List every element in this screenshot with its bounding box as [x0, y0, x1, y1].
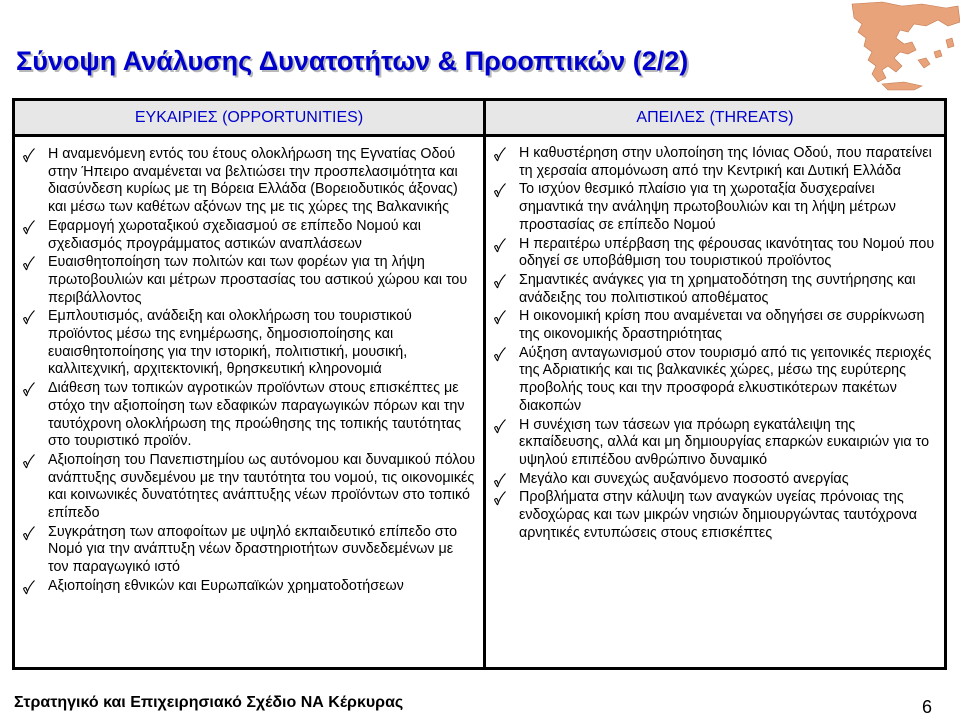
threat-text: Η περαιτέρω υπέρβαση της φέρουσας ικανότητας του Νομού που οδηγεί σε υποβάθμιση του τουριστικού προϊόντος — [519, 235, 935, 270]
opportunity-text: Αξιοποίηση εθνικών και Ευρωπαϊκών χρηματοδοτήσεων — [48, 577, 404, 594]
checkmark-icon — [492, 272, 519, 289]
threats-column — [486, 101, 944, 667]
checkmark-icon — [21, 380, 48, 397]
opportunities-list — [15, 137, 483, 596]
opportunity-text: Διάθεση των τοπικών αγροτικών προϊόντων στους επισκέπτες με στόχο την αξιοποίηση των εδαφικών παραγωγικών πόρων και την ταυτόχρονη ολοκλήρωση της προώθησης της τοπικής ταυτότητας στο τουριστικό προϊόν. — [48, 380, 465, 450]
checkmark-icon — [492, 308, 519, 325]
threat-text: Προβλήματα στην κάλυψη των αναγκών υγείας πρόνοιας της ενδοχώρας και των μικρών νησιών δημιουργώντας ταυτόχρονα αρνητικές εντυπώσεις στους επισκέπτες — [519, 489, 918, 541]
checkmark-icon — [492, 145, 519, 162]
threat-text: Αύξηση ανταγωνισμού στον τουρισμό από τις γειτονικές περιοχές της Αδριατικής και τις βαλκανικές χώρες, μέσω της ευρύτερης προβολής τους και την προσφορά ελκυστικότερων πακέτων διακοπών — [519, 344, 932, 414]
threat-item — [492, 471, 936, 489]
opportunity-text: Αξιοποίηση του Πανεπιστημίου ως αυτόνομου και δυναμικού πόλου ανάπτυξης συνδεμένου με την ταυτότητα του νομού, τις οικονομικές και κοινωνικές δυνατότητες ανάπτυξης νέων προϊόντων στο τοπικό επίπεδο — [48, 451, 476, 522]
threat-text: Το ισχύον θεσμικό πλαίσιο για τη χωροταξία δυσχεραίνει σημαντικά την ανάληψη πρωτοβουλιών και τη λήψη μέτρων προστασίας σε επίπεδο Νομού — [519, 181, 896, 233]
checkmark-icon — [492, 471, 519, 488]
threat-item — [492, 272, 936, 307]
swot-table — [12, 98, 947, 670]
threat-text: Η καθυστέρηση στην υλοποίηση της Ιόνιας Οδού, που παρατείνει τη χερσαία απομόνωση από την Κεντρική και Δυτική Ελλάδα — [519, 145, 932, 179]
checkmark-icon — [21, 578, 48, 595]
opportunities-column — [15, 101, 486, 667]
opportunity-text: Η αναμενόμενη εντός του έτους ολοκλήρωση της Εγνατίας Οδού στην Ήπειρο αναμένεται να βελτιώσει την προσπελασιμότητα και διασύνδεση κυρίως με τη Βόρεια Ελλάδα (Βορειοδυτικός άξονας) και μέσω των καθέτων αξόνων της με τις χώρες της Βαλκανικής — [48, 146, 458, 216]
checkmark-icon — [492, 489, 519, 506]
checkmark-icon — [21, 524, 48, 541]
checkmark-icon — [492, 417, 519, 434]
threat-text: Μεγάλο και συνεχώς αυξανόμενο ποσοστό ανεργίας — [519, 470, 849, 487]
checkmark-icon — [21, 254, 48, 271]
page-number: 6 — [921, 697, 932, 717]
threat-item — [492, 181, 936, 234]
threat-text: Η οικονομική κρίση που αναμένεται να οδηγήσει σε συρρίκνωση της οικονομικής δραστηριότητας — [519, 308, 925, 343]
threat-item — [492, 236, 936, 271]
threat-item — [492, 417, 936, 470]
checkmark-icon — [492, 181, 519, 198]
greece-map-icon — [842, 0, 960, 92]
checkmark-icon — [21, 146, 48, 163]
opportunity-item — [21, 452, 475, 523]
footer-text: Στρατηγικό και Επιχειρησιακό Σχέδιο ΝΑ Κέρκυρας — [14, 694, 404, 711]
checkmark-icon — [21, 452, 48, 469]
opportunity-text: Ευαισθητοποίηση των πολιτών και των φορέων για τη λήψη πρωτοβουλιών και μέτρων προστασίας του αστικού χώρου και του περιβάλλοντος — [48, 254, 468, 306]
opportunity-item — [21, 524, 475, 577]
opportunity-item — [21, 146, 475, 217]
checkmark-icon — [492, 345, 519, 362]
opportunity-item — [21, 380, 475, 451]
threat-text: Σημαντικές ανάγκες για τη χρηματοδότηση της συντήρησης και ανάδειξης του πολιτιστικού αποθέματος — [519, 271, 916, 306]
opportunity-text: Εφαρμογή χωροταξικού σχεδιασμού σε επίπεδο Νομού και σχεδιασμός προγράμματος αστικών αναπλάσεων — [48, 217, 421, 252]
opportunity-item — [21, 254, 475, 307]
opportunity-text: Εμπλουτισμός, ανάδειξη και ολοκλήρωση του τουριστικού προϊόντος μέσω της ενημέρωσης, δημοσιοποίησης και ευαισθητοποίησης για την ιστορική, πολιτιστική, μουσική, καλλιτεχνική, αρχιτεκτονική, θρησκευτική κληρονομιά — [48, 308, 412, 378]
checkmark-icon — [492, 236, 519, 253]
checkmark-icon — [21, 218, 48, 235]
threat-item — [492, 145, 936, 180]
checkmark-icon — [21, 308, 48, 325]
opportunities-header: ΕΥΚΑΙΡΙΕΣ (OPPORTUNITIES) — [15, 101, 483, 137]
threats-header: ΑΠΕΙΛΕΣ (THREATS) — [486, 101, 944, 137]
threat-item — [492, 345, 936, 416]
slide-title: Σύνοψη Ανάλυσης Δυνατοτήτων & Προοπτικών (2/2) — [16, 46, 689, 76]
threat-item — [492, 308, 936, 343]
threat-text: Η συνέχιση των τάσεων για πρόωρη εγκατάλειψη της εκπαίδευσης, αλλά και μη δημιουργίας επαρκών ευκαιριών για το υψηλού επιπέδου ανθρώπινο δυναμικό — [519, 416, 930, 468]
opportunity-text: Συγκράτηση των αποφοίτων με υψηλό εκπαιδευτικό επίπεδο στο Νομό για την ανάπτυξη νέων δραστηριοτήτων συνδεδεμένων με τον παραγωγικό ιστό — [48, 523, 458, 576]
opportunity-item — [21, 218, 475, 253]
opportunity-item — [21, 308, 475, 379]
threat-item — [492, 489, 936, 542]
threats-list — [486, 137, 944, 542]
opportunity-item — [21, 578, 475, 596]
